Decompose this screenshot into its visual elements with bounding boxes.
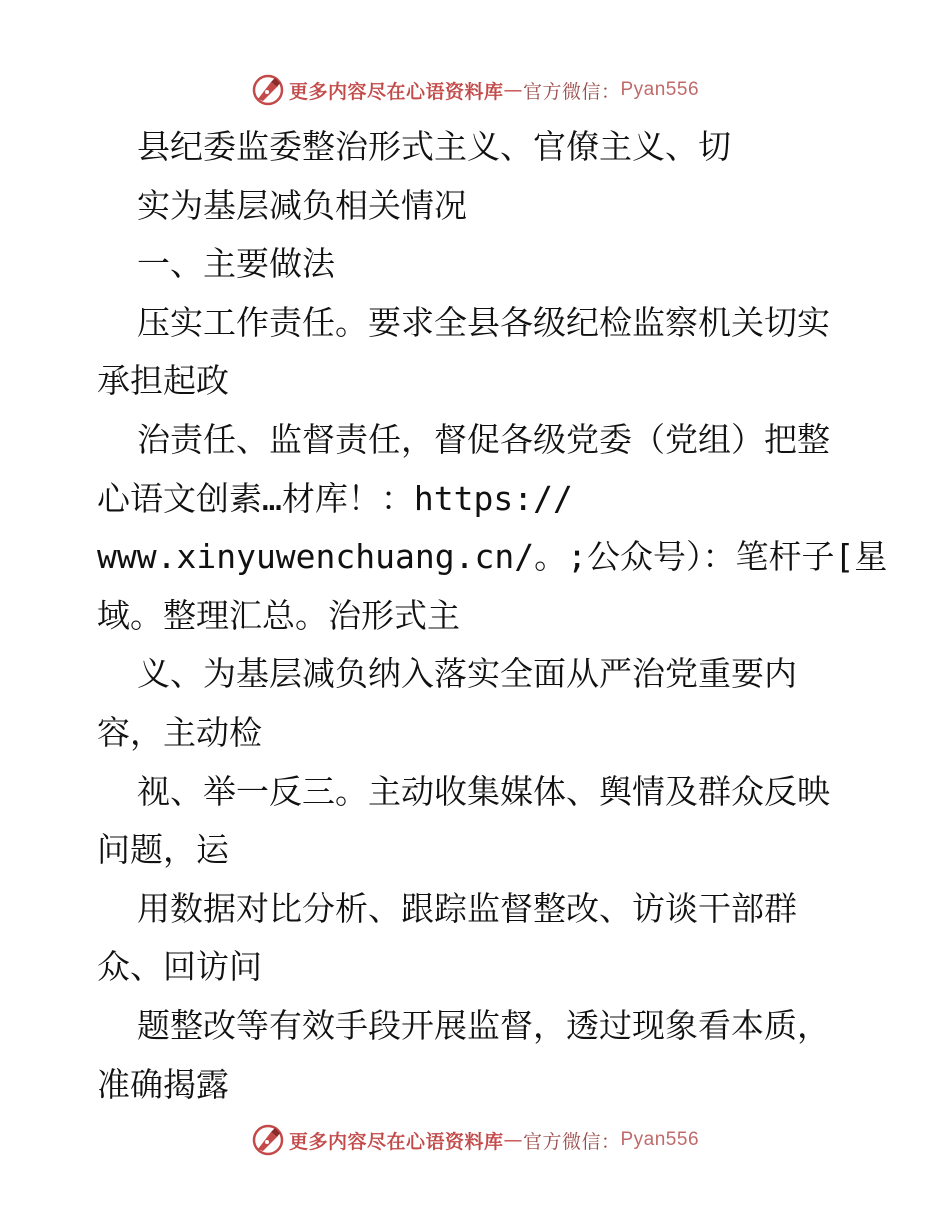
text-line: 县纪委监委整治形式主义、官僚主义、切 bbox=[137, 127, 731, 166]
text-line: 承担起政 bbox=[97, 361, 229, 401]
text-line: 用数据对比分析、跟踪监督整改、访谈干部群 bbox=[137, 888, 797, 928]
text-line: 容，主动检 bbox=[97, 712, 262, 752]
text-line: 众、回访问 bbox=[97, 947, 262, 987]
text-line: 压实工作责任。要求全县各级纪检监察机关切实 bbox=[137, 302, 830, 342]
banner-separator: — bbox=[503, 1129, 523, 1151]
text-line: 域。整理汇总。治形式主 bbox=[97, 595, 460, 635]
text-line: 实为基层减负相关情况 bbox=[137, 185, 467, 225]
banner-official-label: 官方微信： bbox=[522, 1130, 621, 1153]
banner-separator: — bbox=[503, 79, 523, 101]
text-line: 问题，运 bbox=[97, 830, 229, 870]
text-line: 治责任、监督责任，督促各级党委（党组）把整 bbox=[137, 419, 830, 459]
banner-site-text: 更多内容尽在心语资料库 bbox=[288, 1130, 504, 1153]
banner-wechat-id: Pyan556 bbox=[620, 1129, 700, 1150]
footer-banner bbox=[0, 1123, 950, 1157]
banner-site-text: 更多内容尽在心语资料库 bbox=[288, 80, 504, 103]
banner-wechat-id: Pyan556 bbox=[620, 79, 700, 100]
pen-nib-logo-icon bbox=[251, 1123, 285, 1157]
text-line: 心语文创素…材库！：https:// bbox=[97, 478, 573, 518]
document-body bbox=[97, 118, 888, 1114]
text-line: 题整改等有效手段开展监督，透过现象看本质， bbox=[137, 1005, 830, 1045]
text-line: 准确揭露 bbox=[97, 1064, 229, 1104]
header-banner bbox=[0, 73, 950, 107]
banner-official-label: 官方微信： bbox=[522, 80, 621, 103]
text-line: 视、举一反三。主动收集媒体、舆情及群众反映 bbox=[137, 771, 830, 811]
text-line: 一、主要做法 bbox=[137, 244, 335, 284]
pen-nib-logo-icon bbox=[251, 73, 285, 107]
text-line: 义、为基层减负纳入落实全面从严治党重要内 bbox=[137, 654, 797, 694]
text-line: www.xinyuwenchuang.cn/。;公众号）：笔杆子[星 bbox=[97, 537, 888, 577]
